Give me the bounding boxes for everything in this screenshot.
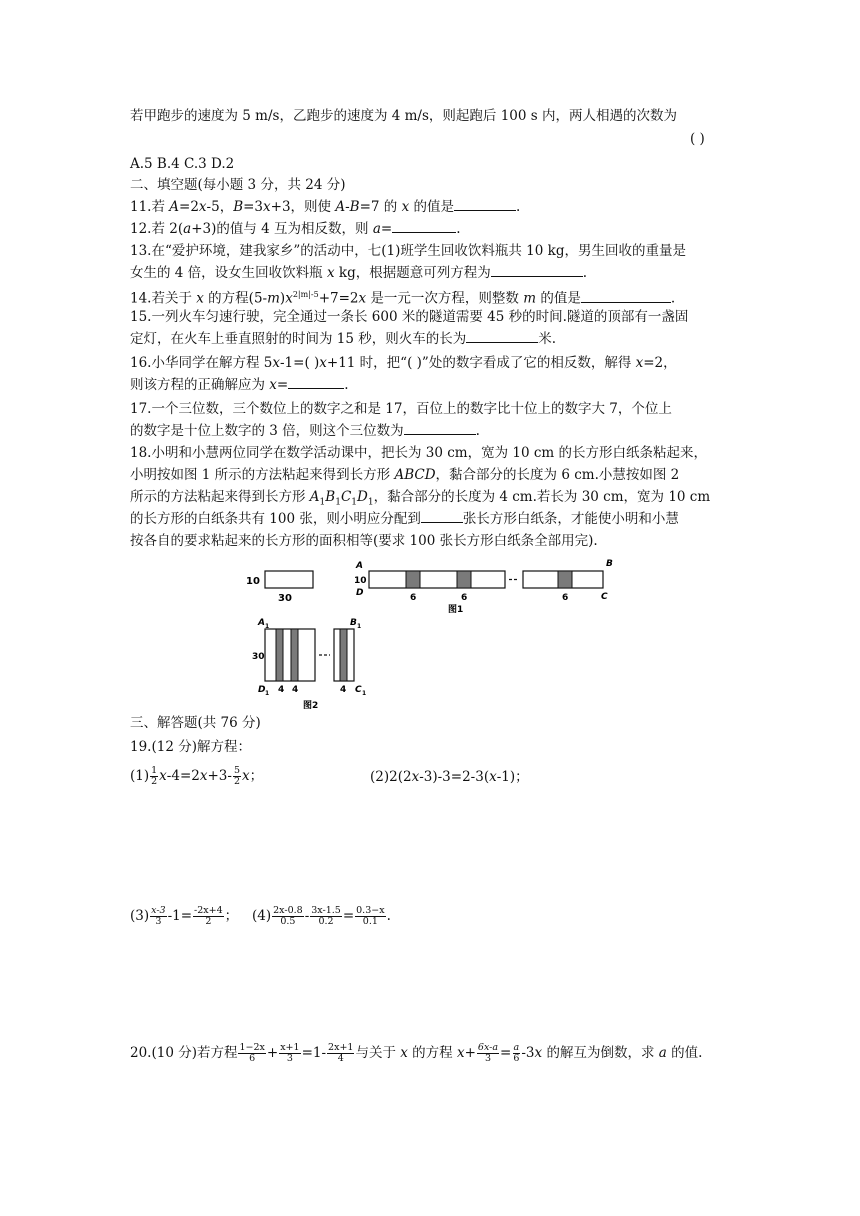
question-15-line1: 15.一列火车匀速行驶，完全通过一条长 600 米的隧道需要 45 秒的时间.隧道的顶部有一盏固 <box>130 309 689 325</box>
fig1-label-C: C <box>601 592 608 602</box>
question-15-line2: 定灯，在火车上垂直照射的时间为 15 秒，则火车的长为 米. <box>130 331 557 347</box>
fig2-sub-B: 1 <box>357 623 362 630</box>
fraction: $\frac{2x-0.8}{0.5}$ <box>273 905 303 927</box>
fig1-label-A: A <box>356 561 363 571</box>
fraction: $\frac{1}{2}$ <box>151 765 158 787</box>
fig2-label-C: C <box>355 685 362 695</box>
question-19-part2: (2)2(2x-3)-3=2-3(x-1)； <box>370 769 529 785</box>
answer-blank[interactable] <box>421 510 463 523</box>
fig1-caption: 图1 <box>448 605 464 615</box>
fig2-label-B: B <box>350 618 357 628</box>
fig2-label-A: A <box>258 618 265 628</box>
fig1-glue-label-1: 6 <box>410 593 417 603</box>
fig2-glue-label-3: 4 <box>340 685 347 695</box>
fig2-rect-left <box>265 629 315 681</box>
answer-blank[interactable] <box>288 376 344 389</box>
single-strip-width-label: 10 <box>246 576 260 587</box>
question-17-line1: 17.一个三位数，三个数位上的数字之和是 17，百位上的数字比十位上的数字大 7，个位上 <box>130 401 672 417</box>
fig1-rect-left <box>369 571 505 588</box>
q10-stem: 若甲跑步的速度为 5 m/s，乙跑步的速度为 4 m/s，则起跑后 100 s 内，两人相遇的次数为 <box>130 108 677 124</box>
question-18-line3: 所示的方法粘起来得到长方形 $A_1B_1C_1D_1$，黏合部分的长度为 4 cm.若长为 30 cm，宽为 10 cm <box>130 489 711 508</box>
fig2-glue-3 <box>340 629 347 681</box>
section3-title: 三、解答题(共 76 分) <box>130 715 261 731</box>
question-13-line1: 13.在“爱护环境，建我家乡”的活动中，七(1)班学生回收饮料瓶共 10 kg，男生回收的重量是 <box>130 243 686 259</box>
question-18-line4: 的长方形的白纸条共有 100 张，则小明应分配到 张长方形白纸条，才能使小明和小慧 <box>130 511 679 527</box>
question-19-part1: (1) $\frac{1}{2}$ x-4=2x+3- $\frac{5}{2}$ x； <box>130 765 264 787</box>
fig2-glue-1 <box>276 629 283 681</box>
question-13-line2: 女生的 4 倍，设女生回收饮料瓶 x kg，根据题意可列方程为 . <box>130 265 588 281</box>
answer-blank[interactable] <box>404 422 476 435</box>
fraction: $\frac{6x-a}{3}$ <box>477 1042 499 1064</box>
question-16-line2: 则该方程的正确解应为 x= . <box>130 377 349 393</box>
question-17-line2: 的数字是十位上数字的 3 倍，则这个三位数为 . <box>130 423 480 439</box>
fraction: $\frac{5}{2}$ <box>233 765 240 787</box>
fig1-width-label: 10 <box>354 576 367 586</box>
fraction: $\frac{1-2x}{6}$ <box>239 1042 265 1064</box>
fraction: $\frac{2x+1}{4}$ <box>328 1042 354 1064</box>
question-18-line5: 按各自的要求粘起来的长方形的面积相等(要求 100 张长方形白纸条全部用完). <box>130 533 598 549</box>
fraction: $\frac{x-3}{3}$ <box>151 905 166 927</box>
answer-blank[interactable] <box>491 264 583 277</box>
fraction: $\frac{-2x+4}{2}$ <box>194 905 223 927</box>
fig1-label-D: D <box>356 588 364 598</box>
answer-blank[interactable] <box>392 220 456 233</box>
fig2-sub-A: 1 <box>265 623 270 630</box>
question-19-part3: (3) $\frac{x-3}{3}$ -1= $\frac{-2x+4}{2}$ ； <box>130 905 239 927</box>
fig1-glue-label-2: 6 <box>461 593 468 603</box>
section2-title: 二、填空题(每小题 3 分，共 24 分) <box>130 177 346 193</box>
fig2-sub-C: 1 <box>362 690 367 697</box>
single-strip-length-label: 30 <box>278 593 292 604</box>
answer-blank[interactable] <box>466 330 538 343</box>
single-strip <box>265 571 313 588</box>
fig1-glue-label-3: 6 <box>562 593 569 603</box>
fraction: $\frac{0.3-x}{0.1}$ <box>356 905 385 927</box>
fig2-label-D: D <box>258 685 266 695</box>
answer-blank[interactable] <box>581 290 671 303</box>
fig1-glue-1 <box>406 571 420 588</box>
fig2-glue-label-2: 4 <box>292 685 299 695</box>
question-18-line2: 小明按如图 1 所示的方法粘起来得到长方形 ABCD，黏合部分的长度为 6 cm.小慧按如图 2 <box>130 467 680 483</box>
fig2-height-label: 30 <box>252 652 265 662</box>
question-19-part4: (4) $\frac{2x-0.8}{0.5}$ - $\frac{3x-1.5}{0.2}$ = $\frac{0.3-x}{0.1}$ . <box>252 905 391 927</box>
q10-answer-paren: ( ) <box>690 131 705 147</box>
fig1-glue-3 <box>558 571 572 588</box>
fig2-sub-D: 1 <box>265 690 270 697</box>
fraction: $\frac{x+1}{3}$ <box>280 1042 300 1064</box>
fig2-glue-label-1: 4 <box>278 685 285 695</box>
answer-blank[interactable] <box>454 198 516 211</box>
fig2-glue-2 <box>291 629 298 681</box>
question-12: 12.若 2(a+3)的值与 4 互为相反数，则 a= . <box>130 221 461 237</box>
paper-strip-figure <box>240 555 640 715</box>
question-14: 14.若关于 x 的方程$(5-m)x^{2|m|-5}+7=2x$ 是一元一次方程，则整数 m 的值是 . <box>130 290 676 307</box>
q10-options: A.5 B.4 C.3 D.2 <box>130 156 235 172</box>
fig2-caption: 图2 <box>303 701 319 711</box>
question-19-title: 19.(12 分)解方程： <box>130 739 251 755</box>
fraction: $\frac{3x-1.5}{0.2}$ <box>311 905 341 927</box>
question-18-line1: 18.小明和小慧两位同学在数学活动课中，把长为 30 cm，宽为 10 cm 的长方形白纸条粘起来， <box>130 445 708 461</box>
question-16-line1: 16.小华同学在解方程 5x-1=( )x+11 时，把“( )”处的数字看成了它的相反数，解得 x=2， <box>130 355 677 371</box>
question-11: 11.若 A=2x-5，B=3x+3，则使 A-B=7 的 x 的值是 . <box>130 199 521 215</box>
fraction: $\frac{a}{6}$ <box>513 1042 520 1064</box>
fig1-label-B: B <box>606 559 613 569</box>
fig1-glue-2 <box>457 571 471 588</box>
question-20: 20.(10 分)若方程 $\frac{1-2x}{6}$ + $\frac{x+1}{3}$ =1- $\frac{2x+1}{4}$ 与关于 x 的方程 x+ $\frac{6x-a}{3}$ = $\frac{a}{6}$ -3x 的解互为倒数，求 a 的值. <box>130 1042 703 1064</box>
